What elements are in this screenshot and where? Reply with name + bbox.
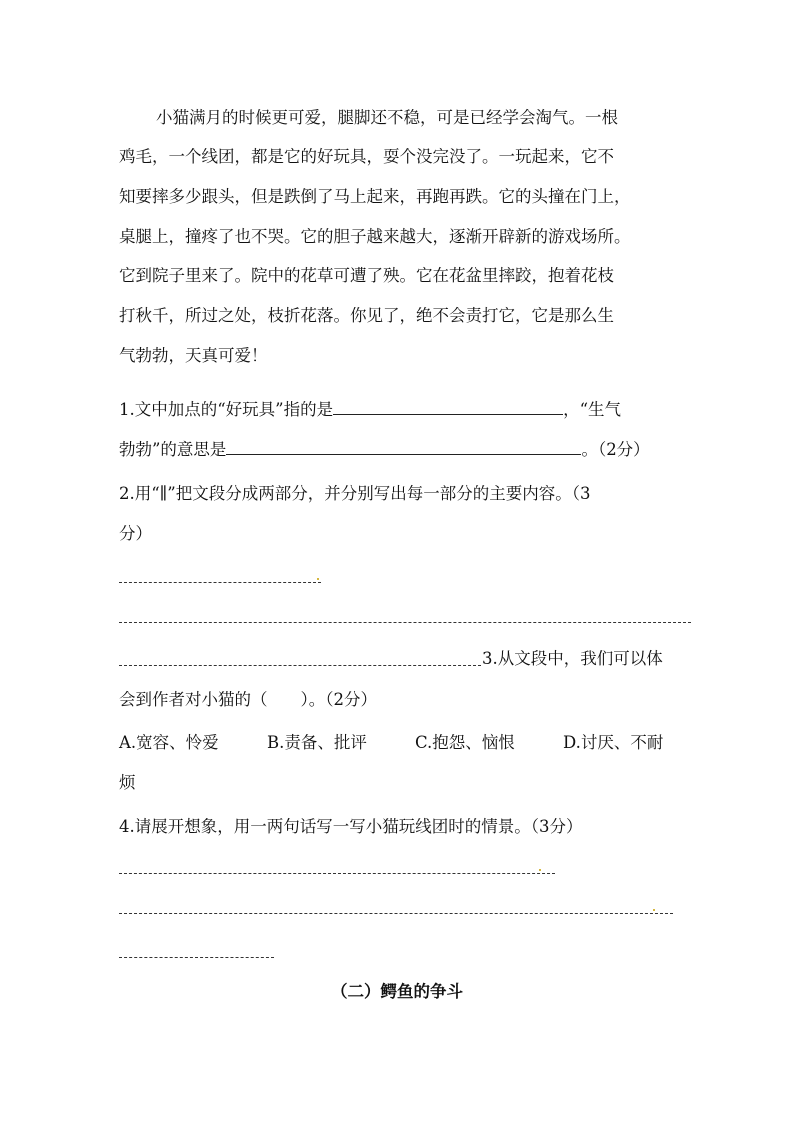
answer-line-2c[interactable] [119, 665, 481, 666]
question-3-line-2: 会到作者对小猫的（ ）。（2分） [119, 690, 377, 709]
answer-mark [539, 869, 541, 871]
question-1-text-b: ，“生气 [563, 400, 622, 419]
option-d-overflow: 烦 [119, 773, 136, 792]
question-4-line-1: 4.请展开想象，用一两句话写一写小猫玩线团时的情景。（3分） [119, 817, 583, 836]
passage-line-1: 小猫满月的时候更可爱，腿脚还不稳，可是已经学会淘气。一根 [156, 108, 618, 127]
question-1-text-d: 。（2分） [581, 440, 650, 459]
question-1-line-1 [119, 398, 621, 422]
answer-mark [317, 578, 319, 580]
option-b[interactable]: B.责备、批评 [267, 733, 367, 752]
answer-line-2b[interactable] [119, 622, 691, 623]
answer-line-4c[interactable] [119, 957, 274, 958]
passage-line-4: 桌腿上，撞疼了也不哭。它的胆子越来越大，逐渐开辟新的游戏场所。 [119, 227, 631, 246]
option-c[interactable]: C.抱怨、恼恨 [415, 733, 515, 752]
question-2-line-1: 2.用“∥”把文段分成两部分，并分别写出每一部分的主要内容。（3 [119, 484, 591, 503]
question-3-line-1: 3.从文段中，我们可以体 [482, 649, 663, 668]
question-1-text-a: 1.文中加点的“好玩具”指的是 [119, 400, 334, 419]
option-d[interactable]: D.讨厌、不耐 [563, 733, 664, 752]
answer-mark [653, 909, 655, 911]
answer-blank-good-toy[interactable] [333, 398, 563, 415]
option-a[interactable]: A.宽容、怜爱 [119, 733, 219, 752]
answer-line-4a[interactable] [119, 873, 555, 874]
question-1-line-2 [119, 438, 650, 462]
passage-line-2: 鸡毛，一个线团，都是它的好玩具，耍个没完没了。一玩起来，它不 [119, 147, 614, 166]
passage-line-5: 它到院子里来了。院中的花草可遭了殃。它在花盆里摔跤，抱着花枝 [119, 266, 614, 285]
answer-line-2a[interactable] [119, 582, 321, 583]
passage-line-7: 气勃勃，天真可爱！ [119, 346, 268, 365]
passage-line-3: 知要摔多少跟头，但是跌倒了马上起来，再跑再跌。它的头撞在门上， [119, 187, 631, 206]
answer-line-4b[interactable] [119, 913, 673, 914]
question-2-line-2: 分） [119, 524, 152, 543]
passage-line-6: 打秋千，所过之处，枝折花落。你见了，绝不会责打它，它是那么生 [119, 306, 614, 325]
question-1-text-c: 勃勃”的意思是 [119, 440, 227, 459]
answer-blank-meaning[interactable] [226, 438, 581, 455]
section-heading: （二）鳄鱼的争斗 [331, 982, 463, 1001]
